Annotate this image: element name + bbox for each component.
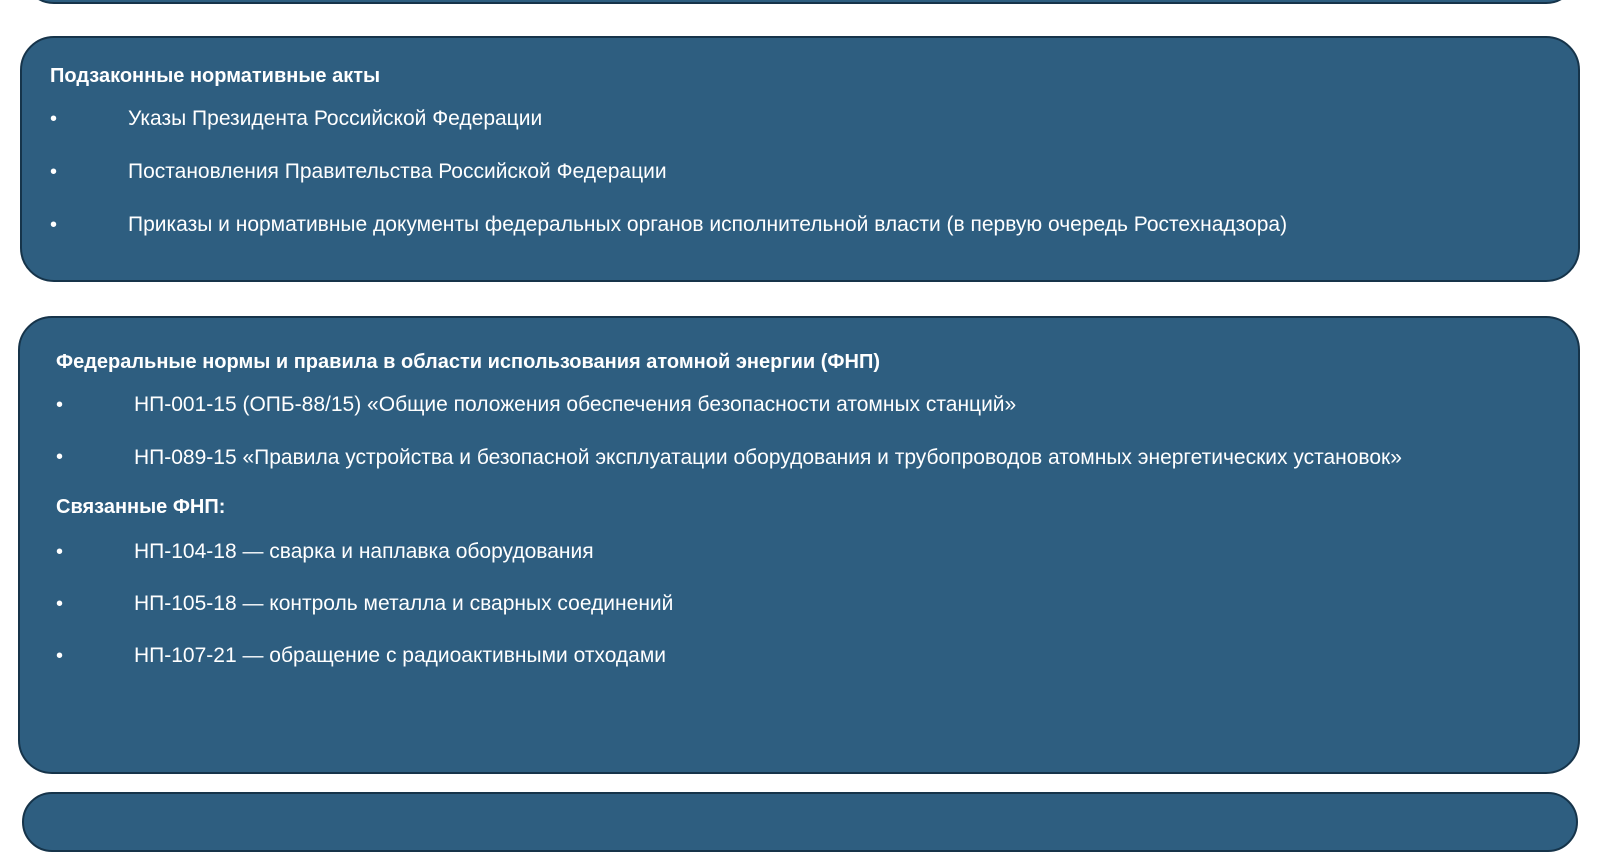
fnp-heading: Федеральные нормы и правила в области использования атомной энергии (ФНП) (56, 351, 880, 373)
list-item (50, 102, 1548, 136)
list-item-text: Указы Президента Российской Федерации (128, 107, 543, 130)
bullet-icon: • (50, 161, 58, 183)
bullet-icon: • (56, 446, 64, 468)
bullet-icon: • (50, 108, 58, 130)
list-item-text: НП-089-15 «Правила устройства и безопасной эксплуатации оборудования и трубопроводов атомных энергетических установок» (134, 446, 1402, 469)
list-item-text: НП-107-21 — обращение с радиоактивными отходами (134, 644, 667, 667)
list-item (56, 440, 1538, 475)
list-item-text: НП-105-18 — контроль металла и сварных соединений (134, 592, 674, 615)
previous-section-card (22, 0, 1578, 4)
bullet-icon: • (56, 541, 64, 563)
list-item (56, 535, 1538, 569)
bullet-icon: • (50, 214, 58, 236)
list-item (50, 208, 1548, 242)
list-item-text: НП-104-18 — сварка и наплавка оборудования (134, 540, 594, 563)
fnp-list (56, 388, 1538, 475)
bylaws-heading: Подзаконные нормативные акты (50, 65, 381, 87)
bullet-icon: • (56, 394, 64, 416)
list-item-text: Постановления Правительства Российской Федерации (128, 160, 667, 183)
related-fnp-list (56, 535, 1538, 673)
fnp-card (18, 316, 1580, 774)
bylaws-list (50, 102, 1548, 242)
list-item (56, 587, 1538, 621)
bylaws-card (20, 36, 1580, 282)
bullet-icon: • (56, 645, 64, 667)
related-fnp-heading: Связанные ФНП: (56, 496, 226, 518)
list-item (56, 388, 1538, 422)
list-item-text: Приказы и нормативные документы федеральных органов исполнительной власти (в первую очередь Ростехнадзора) (128, 213, 1288, 236)
list-item (50, 155, 1548, 189)
next-section-card (22, 792, 1578, 852)
bullet-icon: • (56, 593, 64, 615)
list-item-text: НП-001-15 (ОПБ-88/15) «Общие положения обеспечения безопасности атомных станций» (134, 393, 1017, 416)
list-item (56, 639, 1538, 673)
